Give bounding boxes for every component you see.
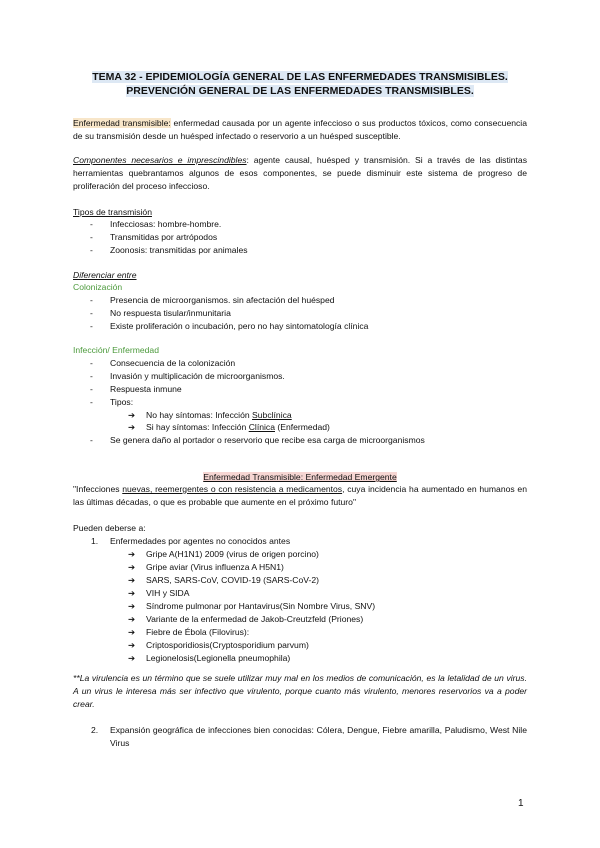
transmission-heading: Tipos de transmisión	[73, 207, 152, 217]
disease-item: Variante de la enfermedad de Jakob-Creutzfeld (Priones)	[146, 614, 364, 624]
transmission-item: Infecciosas: hombre-hombre.	[110, 219, 222, 229]
arrow-icon: ➔	[128, 627, 136, 637]
arrow-icon: ➔	[128, 562, 136, 572]
arrow-icon: ➔	[128, 549, 136, 559]
list-number: 1.	[91, 536, 99, 546]
causes-intro: Pueden deberse a:	[73, 523, 146, 533]
arrow-icon: ➔	[128, 422, 136, 432]
disease-item: Gripe aviar (Virus influenza A H5N1)	[146, 562, 284, 572]
emergent-quote: "Infecciones nuevas, reemergentes o con resistencia a medicamentos, cuya incidencia ha aumentado en humanos en las últimas décadas, o que es probable que aumente en el próximo futuro"	[73, 484, 527, 507]
arrow-icon: ➔	[128, 575, 136, 585]
infection-item: Invasión y multiplicación de microorganismos.	[110, 371, 285, 381]
infection-item: Tipos:	[110, 397, 134, 407]
disease-item: Fiebre de Ébola (Filovirus):	[146, 627, 250, 637]
dash-bullet: -	[90, 397, 93, 407]
components-text: : agente causal, huésped y transmisión. Si a través de las distintas herramientas quebrantamos algunos de esos componentes, se puede disminuir este sistema de progreso de proliferación del proceso infeccioso.	[73, 155, 528, 191]
page-number: 1	[518, 798, 524, 809]
infection-item: Respuesta inmune	[110, 384, 182, 394]
dash-bullet: -	[90, 358, 93, 368]
dash-bullet: -	[90, 295, 93, 305]
components-paragraph	[73, 154, 527, 193]
dash-bullet: -	[90, 435, 93, 445]
infection-item: Consecuencia de la colonización	[110, 358, 236, 368]
definition-text: enfermedad causada por un agente infeccioso o sus productos tóxicos, como consecuencia de su transmisión desde un huésped infectado o reservorio a un huésped susceptible.	[73, 118, 527, 141]
definition-term: Enfermedad transmisible:	[73, 118, 171, 128]
title-line-2: PREVENCIÓN GENERAL DE LAS ENFERMEDADES TRANSMISIBLES.	[126, 85, 474, 97]
transmission-item: Transmitidas por artrópodos	[110, 232, 218, 242]
components-term: Componentes necesarios e imprescindibles	[73, 155, 247, 165]
emergent-heading: Enfermedad Transmisible: Enfermedad Emergente	[203, 472, 397, 482]
dash-bullet: -	[90, 384, 93, 394]
cause-item: Expansión geográfica de infecciones bien conocidas: Cólera, Dengue, Fiebre amarilla, Paludismo, West Nile Virus	[110, 725, 527, 748]
page-title	[60, 70, 540, 98]
disease-item: Gripe A(H1N1) 2009 (virus de origen porcino)	[146, 549, 319, 559]
dash-bullet: -	[90, 371, 93, 381]
infection-subitem: Si hay síntomas: Infección Clínica (Enfermedad)	[146, 422, 330, 432]
colonization-item: No respuesta tisular/inmunitaria	[110, 308, 231, 318]
infection-heading: Infección/ Enfermedad	[73, 345, 159, 355]
definition-paragraph	[73, 117, 527, 143]
arrow-icon: ➔	[128, 588, 136, 598]
colonization-item: Presencia de microorganismos. sin afectación del huésped	[110, 295, 335, 305]
arrow-icon: ➔	[128, 410, 136, 420]
transmission-item: Zoonosis: transmitidas por animales	[110, 245, 248, 255]
list-number: 2.	[91, 725, 99, 735]
disease-item: Síndrome pulmonar por Hantavirus(Sin Nombre Virus, SNV)	[146, 601, 376, 611]
dash-bullet: -	[90, 219, 93, 229]
arrow-icon: ➔	[128, 653, 136, 663]
disease-item: Criptosporidiosis(Cryptosporidium parvum)	[146, 640, 309, 650]
title-line-1: TEMA 32 - EPIDEMIOLOGÍA GENERAL DE LAS ENFERMEDADES TRANSMISIBLES.	[92, 71, 508, 83]
dash-bullet: -	[90, 245, 93, 255]
virulence-note: **La virulencia es un término que se suele utilizar muy mal en los medios de comunicación, es la letalidad de un virus. A un virus le interesa más ser infectivo que virulento, porque cuanto más virulento, menores reservorios va a poder crear.	[73, 673, 527, 709]
colonization-heading: Colonización	[73, 282, 123, 292]
disease-item: VIH y SIDA	[146, 588, 190, 598]
arrow-icon: ➔	[128, 601, 136, 611]
dash-bullet: -	[90, 232, 93, 242]
disease-item: Legionelosis(Legionella pneumophila)	[146, 653, 291, 663]
disease-item: SARS, SARS-CoV, COVID-19 (SARS-CoV-2)	[146, 575, 320, 585]
colonization-item: Existe proliferación o incubación, pero no hay sintomatología clínica	[110, 321, 369, 331]
infection-item: Se genera daño al portador o reservorio que recibe esa carga de microorganismos	[110, 435, 425, 445]
cause-item: Enfermedades por agentes no conocidos antes	[110, 536, 291, 546]
arrow-icon: ➔	[128, 614, 136, 624]
dash-bullet: -	[90, 308, 93, 318]
infection-subitem: No hay síntomas: Infección Subclínica	[146, 410, 292, 420]
dash-bullet: -	[90, 321, 93, 331]
arrow-icon: ➔	[128, 640, 136, 650]
differentiate-heading: Diferenciar entre	[73, 270, 137, 280]
